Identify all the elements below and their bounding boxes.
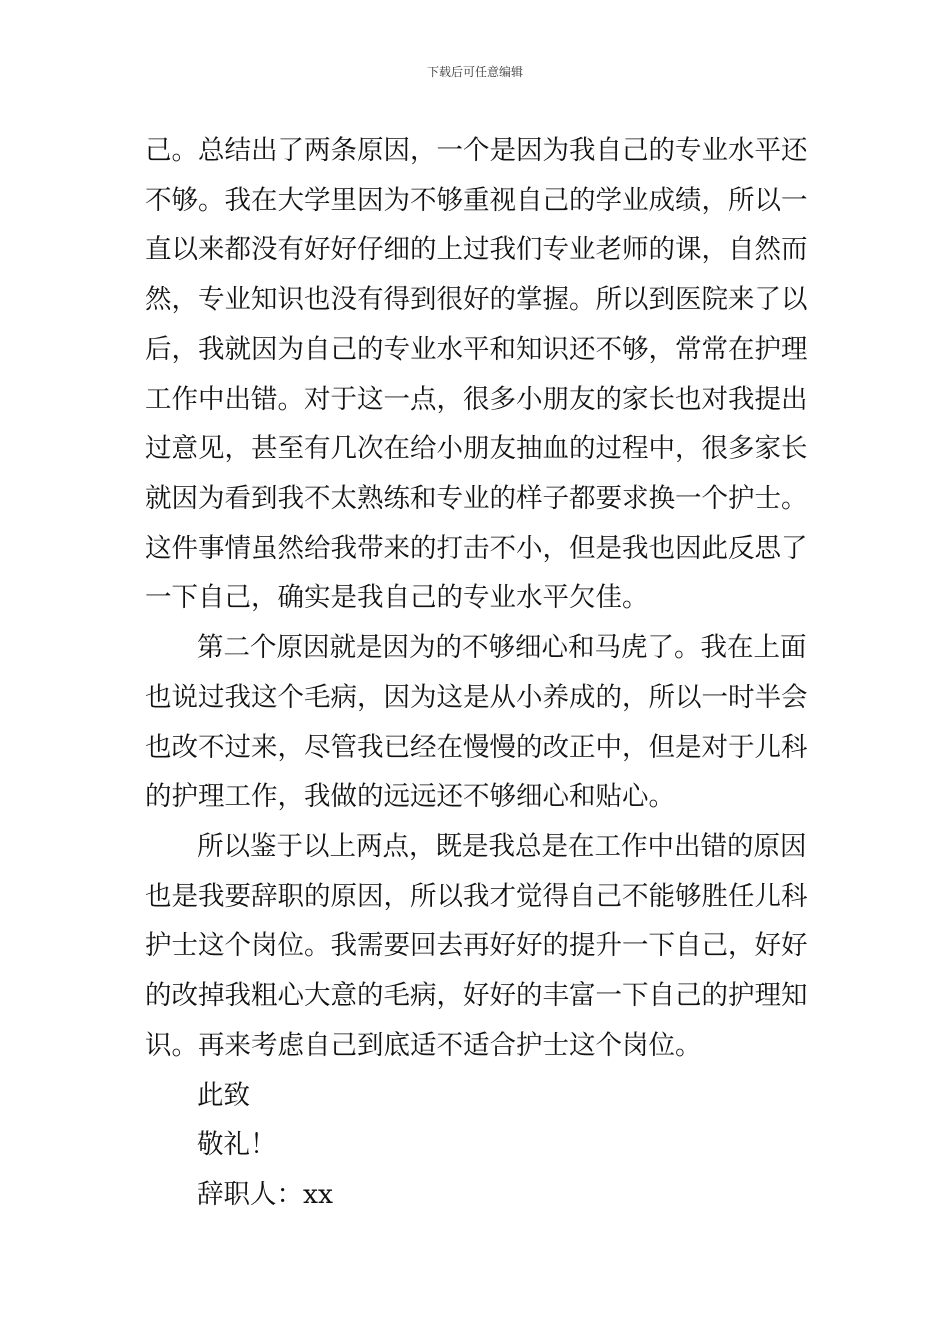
body-line: 也说过我这个毛病，因为这是从小养成的，所以一时半会 bbox=[145, 682, 808, 713]
body-line: 识。再来考虑自己到底适不适合护士这个岗位。 bbox=[145, 1030, 702, 1061]
salutation: 此致 bbox=[197, 1080, 250, 1111]
body-line: 不够。我在大学里因为不够重视自己的学业成绩，所以一 bbox=[145, 185, 808, 216]
body-line: 后，我就因为自己的专业水平和知识还不够，常常在护理 bbox=[145, 334, 808, 365]
body-line: 工作中出错。对于这一点，很多小朋友的家长也对我提出 bbox=[145, 384, 808, 415]
body-line: 护士这个岗位。我需要回去再好好的提升一下自己，好好 bbox=[145, 930, 808, 961]
signature: 辞职人：xx bbox=[197, 1179, 333, 1210]
paragraph-first-line: 所以鉴于以上两点，既是我总是在工作中出错的原因 bbox=[197, 831, 807, 862]
body-line: 过意见，甚至有几次在给小朋友抽血的过程中，很多家长 bbox=[145, 433, 808, 464]
body-line: 也是我要辞职的原因，所以我才觉得自己不能够胜任儿科 bbox=[145, 881, 808, 912]
body-line: 直以来都没有好好仔细的上过我们专业老师的课，自然而 bbox=[145, 234, 808, 265]
header-note: 下载后可任意编辑 bbox=[426, 65, 523, 79]
body-line: 的护理工作，我做的远远还不够细心和贴心。 bbox=[145, 781, 675, 812]
body-line: 一下自己，确实是我自己的专业水平欠佳。 bbox=[145, 582, 649, 613]
regards: 敬礼！ bbox=[197, 1129, 277, 1160]
body-line: 这件事情虽然给我带来的打击不小，但是我也因此反思了 bbox=[145, 533, 808, 564]
body-line: 己。总结出了两条原因，一个是因为我自己的专业水平还 bbox=[145, 135, 808, 166]
body-line: 也改不过来，尽管我已经在慢慢的改正中，但是对于儿科 bbox=[145, 732, 808, 763]
body-line: 的改掉我粗心大意的毛病，好好的丰富一下自己的护理知 bbox=[145, 980, 808, 1011]
paragraph-first-line: 第二个原因就是因为的不够细心和马虎了。我在上面 bbox=[197, 632, 807, 663]
body-line: 然，专业知识也没有得到很好的掌握。所以到医院来了以 bbox=[145, 284, 808, 315]
body-line: 就因为看到我不太熟练和专业的样子都要求换一个护士。 bbox=[145, 483, 808, 514]
